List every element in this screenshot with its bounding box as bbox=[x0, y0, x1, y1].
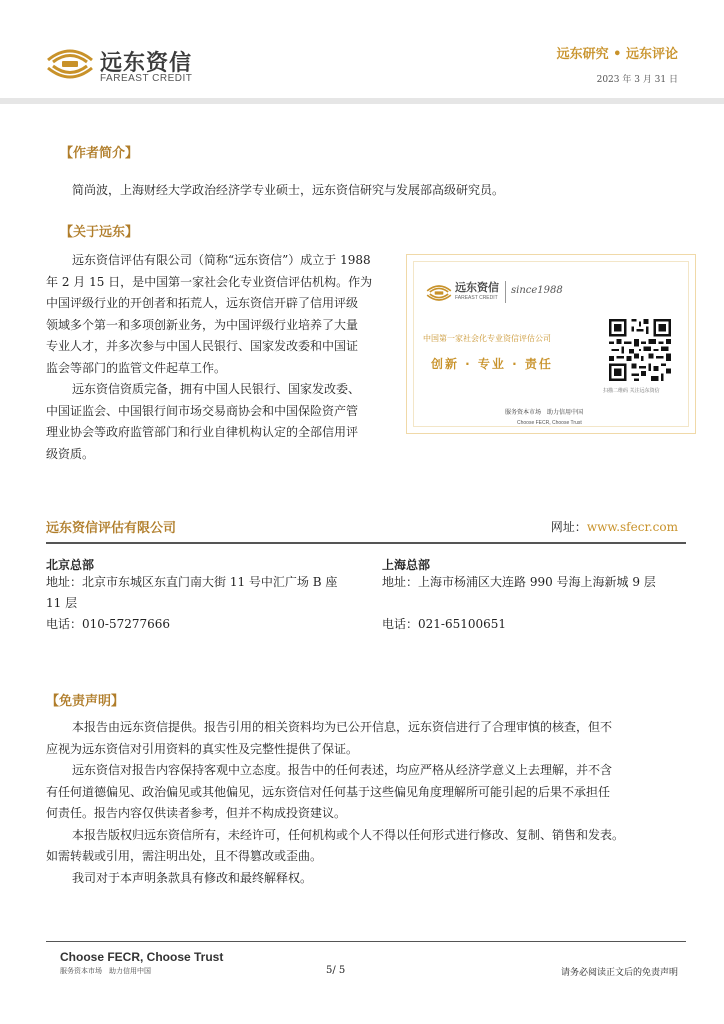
card-divider bbox=[505, 281, 506, 303]
website-link[interactable]: www.sfecr.com bbox=[586, 520, 678, 534]
disclaimer-section-title: 【免责声明】 bbox=[46, 694, 125, 709]
qr-caption: 扫描二维码 关注远东资信 bbox=[603, 388, 660, 394]
shanghai-phone: 电话：021-65100651 bbox=[382, 617, 507, 631]
disclaimer-line: 我司对于本声明条款具有修改和最终解释权。 bbox=[72, 870, 313, 885]
footer-brand: Choose FECR, Choose Trust bbox=[60, 950, 224, 964]
qr-code-icon bbox=[609, 319, 671, 381]
about-line: 领域多个第一和多项创新业务，为中国评级行业培养了大量 bbox=[46, 317, 359, 332]
about-line: 中国证监会、中国银行间市场交易商协会和中国保险资产管 bbox=[46, 403, 359, 418]
footer-note: 请务必阅读正文后的免责声明 bbox=[560, 968, 678, 978]
about-section-title: 【关于远东】 bbox=[60, 225, 139, 240]
card-since: since1988 bbox=[511, 285, 563, 296]
card-footer-cn: 服务资本市场 助力信用中国 bbox=[505, 409, 584, 416]
disclaimer-line: 本报告版权归远东资信所有，未经许可，任何机构或个人不得以任何形式进行修改、复制、销售和发表。 bbox=[72, 827, 625, 842]
header-divider bbox=[0, 98, 724, 104]
disclaimer-line: 如需转载或引用，需注明出处，且不得篡改或歪曲。 bbox=[46, 849, 323, 863]
disclaimer-line: 应视为远东资信对引用资料的真实性及完整性提供了保证。 bbox=[46, 741, 359, 756]
beijing-phone: 电话：010-57277666 bbox=[46, 617, 171, 631]
website bbox=[551, 518, 678, 535]
card-slogan: 中国第一家社会化专业资信评估公司 bbox=[423, 334, 551, 343]
about-line: 年 2 月 15 日，是中国第一家社会化专业资信评估机构。作为 bbox=[46, 274, 373, 289]
fareast-logo-icon bbox=[44, 46, 96, 82]
card-brand-en: FAREAST CREDIT bbox=[455, 295, 498, 301]
about-line: 理业协会等政府监管部门和行业自律机构认定的全部信用评 bbox=[46, 425, 359, 439]
about-line: 远东资信评估有限公司（简称“远东资信”）成立于 1988 bbox=[72, 253, 371, 267]
disclaimer-body bbox=[46, 717, 686, 889]
disclaimer-line: 何责任。报告内容仅供读者参考，但并不构成投资建议。 bbox=[46, 806, 347, 820]
report-date: 2023 年 3 月 31 日 bbox=[596, 75, 678, 85]
company-divider bbox=[46, 542, 686, 544]
brand-name-en: FAREAST CREDIT bbox=[100, 73, 193, 84]
address-line: 地址：上海市杨浦区大连路 990 号海上海新城 9 层 bbox=[382, 575, 656, 589]
about-line: 专业人才，并多次参与中国人民银行、国家发改委和中国证 bbox=[46, 339, 359, 353]
about-line: 中国评级行业的开创者和拓荒人，远东资信开辟了信用评级 bbox=[46, 296, 359, 310]
address-line: 11 层 bbox=[46, 596, 78, 610]
fareast-logo-icon bbox=[425, 283, 453, 303]
disclaimer-line: 有任何道德偏见、政治偏见或其他偏见，远东资信对任何基于这些偏见角度理解所可能引起的后果不承担任 bbox=[46, 784, 611, 799]
about-line: 监会等部门的监管文件起草工作。 bbox=[46, 360, 227, 375]
shanghai-address bbox=[382, 572, 656, 635]
about-line: 级资质。 bbox=[46, 446, 95, 461]
disclaimer-line: 本报告由远东资信提供。报告引用的相关资料均为已公开信息，远东资信进行了合理审慎的核查，但不 bbox=[72, 720, 613, 734]
report-series: 远东研究 • 远东评论 bbox=[556, 47, 678, 62]
author-section-title: 【作者简介】 bbox=[60, 146, 139, 161]
card-brand-cn: 远东资信 bbox=[455, 281, 499, 294]
about-line: 远东资信资质完备，拥有中国人民银行、国家发改委、 bbox=[72, 382, 361, 396]
card-values: 创新 · 专业 · 责任 bbox=[431, 357, 553, 371]
promo-card bbox=[406, 254, 696, 434]
about-paragraph-1 bbox=[46, 250, 396, 465]
page-number: 5/ 5 bbox=[326, 965, 346, 976]
beijing-address bbox=[46, 572, 337, 635]
disclaimer-line: 远东资信对报告内容保持客观中立态度。报告中的任何表述，均应严格从经济学意义上去理解，并不含 bbox=[72, 763, 613, 777]
author-bio: 简尚波，上海财经大学政治经济学专业硕士，远东资信研究与发展部高级研究员。 bbox=[72, 183, 505, 197]
address-line: 地址：北京市东城区东直门南大街 11 号中汇广场 B 座 bbox=[46, 575, 338, 589]
footer-slogan: 服务资本市场 助力信用中国 bbox=[60, 967, 151, 975]
footer-divider bbox=[46, 941, 686, 942]
brand-name-cn: 远东资信 bbox=[100, 51, 193, 76]
shanghai-office-title: 上海总部 bbox=[382, 558, 431, 572]
company-name: 远东资信评估有限公司 bbox=[46, 521, 177, 536]
website-label: 网址： bbox=[550, 520, 587, 534]
spacer bbox=[382, 593, 656, 614]
beijing-office-title: 北京总部 bbox=[46, 558, 95, 572]
card-footer-en: Choose FECR, Choose Trust bbox=[517, 420, 582, 426]
